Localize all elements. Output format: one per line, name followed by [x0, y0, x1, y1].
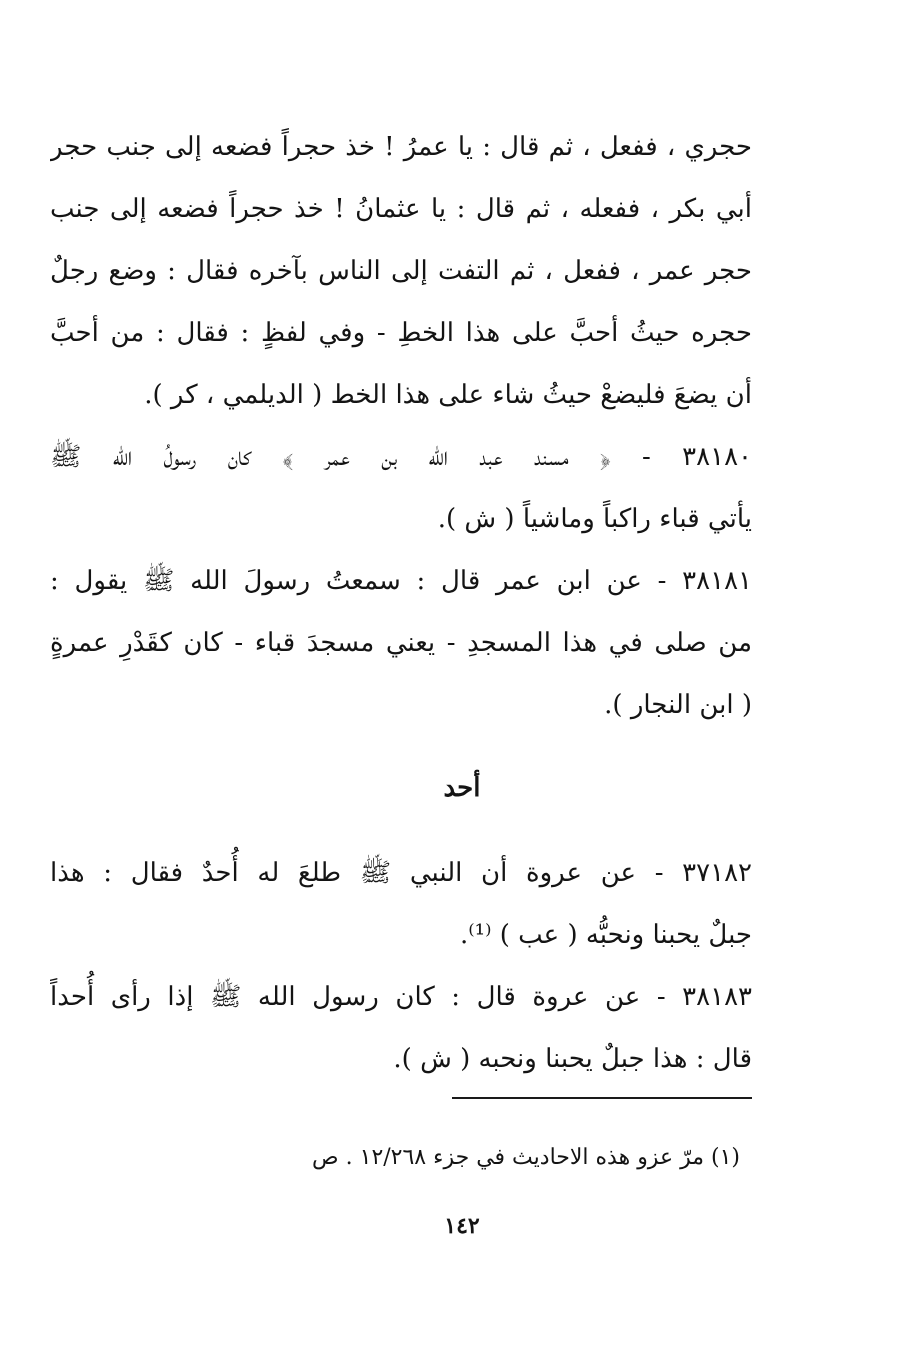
section-heading: أحد — [443, 773, 481, 803]
main-text-block — [50, 116, 752, 736]
text-line: قال : هذا جبلٌ يحبنا ونحبه ( ش ). — [393, 1044, 752, 1074]
text-line: ( ابن النجار ). — [604, 690, 752, 720]
text-line: أبي بكر ، ففعله ، ثم قال : يا عثمانُ ! خذ حجراً فضعه إلى جنب — [50, 194, 752, 224]
hadith-entry-38181: ٣٨١٨١ - عن ابن عمر قال : سمعتُ رسولَ الله ﷺ يقول : — [50, 566, 752, 596]
footnote-divider — [452, 1097, 752, 1099]
text-line: حجر عمر ، ففعل ، ثم التفت إلى الناس بآخره فقال : وضع رجلٌ — [50, 256, 752, 286]
second-text-block — [50, 842, 752, 1090]
text-line: من صلى في هذا المسجدِ - يعني مسجدَ قباء - كان كقَدْرِ عمرةٍ — [50, 628, 752, 658]
footnote: (١) مرّ عزو هذه الاحاديث في جزء ١٢/٢٦٨ . ص — [312, 1145, 740, 1170]
text-line: حجره حيثُ أحبَّ على هذا الخطِ - وفي لفظٍ : فقال : من أحبَّ — [50, 318, 752, 348]
hadith-entry-38180: ٣٨١٨٠ - ﴿ مسند عبد الله بن عمر ﴾ كان رسولُ الله ﷺ — [50, 442, 752, 472]
page-number: ١٤٢ — [444, 1213, 480, 1239]
hadith-entry-37182: ٣٧١٨٢ - عن عروة أن النبي ﷺ طلعَ له أُحدٌ فقال : هذا — [50, 858, 752, 888]
hadith-entry-38183: ٣٨١٨٣ - عن عروة قال : كان رسول الله ﷺ إذا رأى أُحداً — [50, 982, 752, 1012]
text-line: حجري ، ففعل ، ثم قال : يا عمرُ ! خذ حجراً فضعه إلى جنب حجر — [50, 132, 752, 162]
text-line: أن يضعَ فليضعْ حيثُ شاء على هذا الخط ( الديلمي ، كر ). — [144, 380, 752, 410]
text-line: جبلٌ يحبنا ونحبُّه ( عب ) ⁽¹⁾. — [460, 920, 752, 950]
text-line: يأتي قباء راكباً وماشياً ( ش ). — [437, 504, 752, 534]
